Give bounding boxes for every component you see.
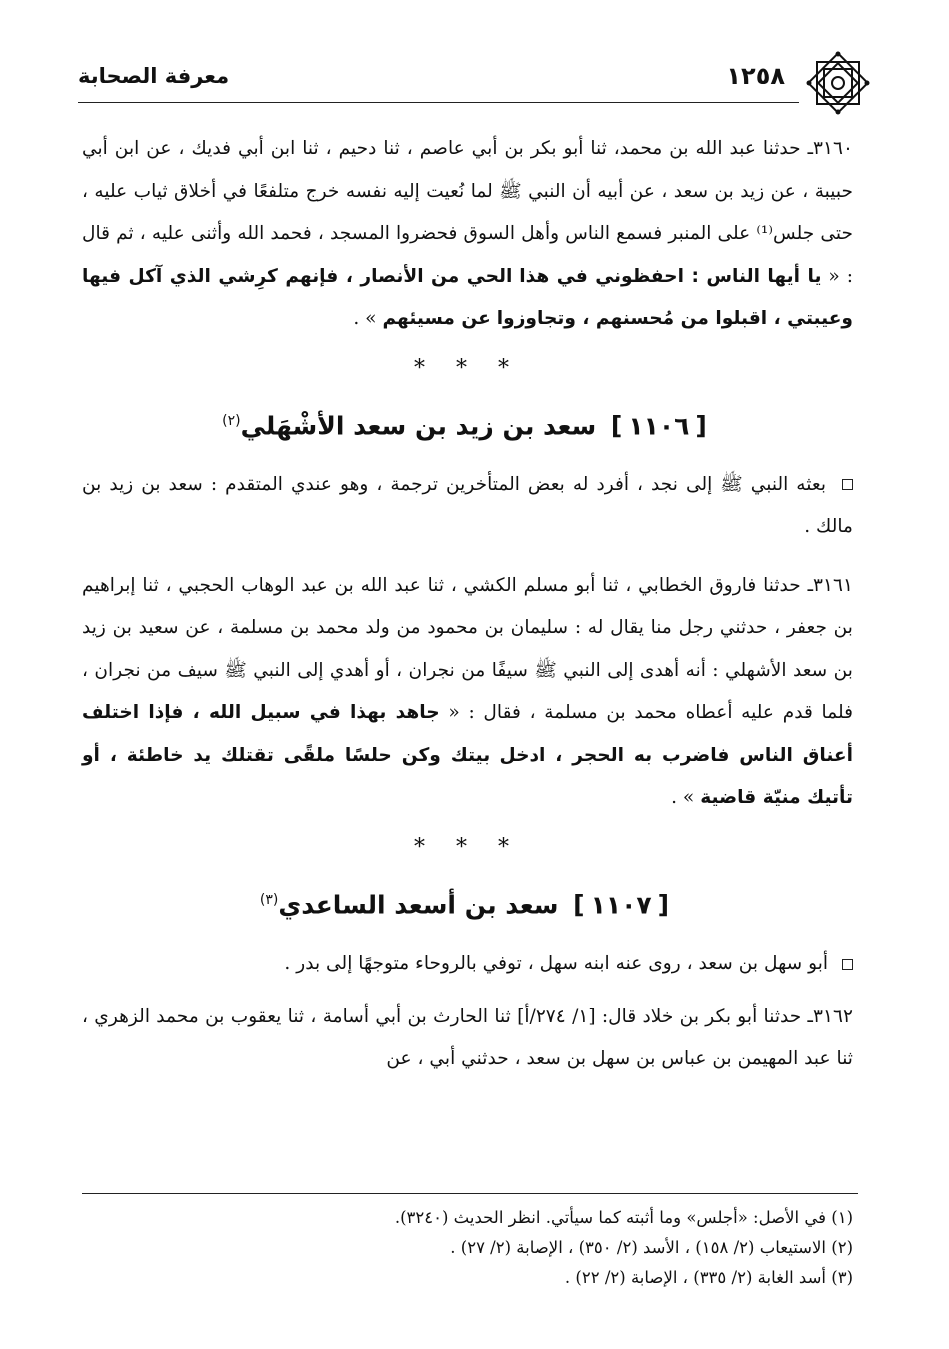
hadith-3161 xyxy=(82,565,853,820)
footnote: (٢) الاستيعاب (٢/ ١٥٨) ، الأسد (٢/ ٣٥٠) ، الإصابة (٢/ ٢٧) . xyxy=(450,1238,853,1257)
page-header xyxy=(78,50,871,110)
text-line: ٣١٦٠ـ حدثنا عبد الله بن محمد، ثنا أبو بكر بن أبي عاصم ، ثنا دحيم ، ثنا ابن أبي xyxy=(237,138,853,159)
text-line: فقال : « xyxy=(448,702,521,724)
text-line: يعقوب بن محمد الزهري ، ثنا عبد المهيمن بن عباس بن سهل بن سعد ، حدثني أبي ، عن xyxy=(82,1005,853,1070)
prophetic-quote: جاهد بهذا في سبيل الله ، فإذا اختلف أعناق الناس فاضرب به الحجر ، ادخل xyxy=(82,702,854,766)
heading-bracket: [ xyxy=(695,410,707,440)
entry-number: ١١٠٧ xyxy=(590,890,652,920)
text-line: فديك ، عن ابن أبي حبيبة ، عن زيد بن سعد ، عن أبيه أن النبي ﷺ لما نُعيت إليه نفسه xyxy=(82,138,853,202)
companion-name: سعد بن أسعد الساعدي xyxy=(278,890,559,920)
hadith-3162 xyxy=(82,996,853,1081)
footnotes xyxy=(82,1203,853,1293)
entry-note-1106 xyxy=(82,464,853,549)
text-line: أبو سهل بن سعد ، روى عنه ابنه سهل ، توفي بالروحاء متوجهًا إلى بدر . xyxy=(284,953,829,975)
entry-note-1107 xyxy=(82,943,853,986)
text-line: محمد بن مسلمة ، عن سعيد بن زيد بن سعد الأشهلي : أنه أهدى إلى النبي ﷺ سيفًا من xyxy=(82,617,853,681)
header-rule xyxy=(78,102,799,103)
companion-name: سعد بن زيد بن سعد الأشْهَلي xyxy=(240,410,597,440)
quote-close: » . xyxy=(671,787,695,809)
section-separator: * * * xyxy=(414,355,521,381)
entry-heading-1106 xyxy=(82,399,853,448)
footnote: (١) في الأصل: «أجلس» وما أثبته كما سيأتي. انظر الحديث (٣٢٤٠). xyxy=(394,1208,853,1227)
footnote: (٣) أسد الغابة (٢/ ٣٣٥) ، الإصابة (٢/ ٢٢) . xyxy=(564,1268,853,1287)
heading-bracket: ] xyxy=(573,890,585,920)
footnote-ref: (٣) xyxy=(259,891,279,908)
prophetic-quote: بيتك وكن حلسًا ملقًى تقتلك يد خاطئة ، أو تأتيك منيّة قاضية xyxy=(82,744,853,809)
page-number: ١٢٥٨ xyxy=(726,62,785,90)
hadith-3160 xyxy=(82,128,853,341)
text-line: خرج متلفعًا في أخلاق ثياب عليه ، حتى جلس⁽¹⁾ على المنبر فسمع الناس وأهل السوق xyxy=(82,180,853,244)
octagram-ornament-icon xyxy=(805,50,871,116)
heading-bracket: [ xyxy=(657,890,670,920)
text-line: ٣١٦٢ـ حدثنا أبو بكر بن خلاد قال: [١/ ٢٧٤/أ] ثنا الحارث بن أبي أسامة ، ثنا xyxy=(287,1005,853,1027)
text-line: نجران ، أو أهدي إلى النبي ﷺ سيف من نجران ، فلما قدم عليه أعطاه محمد بن مسلمة ، xyxy=(82,659,854,724)
quote-close: » . xyxy=(353,308,377,329)
text-line: ٣١٦١ـ حدثنا فاروق الخطابي ، ثنا أبو مسلم الكشي ، ثنا عبد الله بن عبد الوهاب xyxy=(241,574,853,596)
heading-bracket: ] xyxy=(610,410,623,440)
square-bullet-icon xyxy=(842,959,853,970)
section-separator: * * * xyxy=(414,834,521,860)
text-line: زيد بن مالك . xyxy=(82,473,853,538)
footnote-rule xyxy=(82,1193,858,1194)
prophetic-quote: الحي من الأنصار ، فإنهم كرِشي الذي آكل فيها وعيبتي ، اقبلوا من مُحسنهم ، وتجاوزوا xyxy=(82,265,853,329)
entry-number: ١١٠٦ xyxy=(628,410,690,440)
text-line: بعثه النبي ﷺ إلى نجد ، أفرد له بعض المتأخرين ترجمة ، وهو عندي المتقدم : سعد بن xyxy=(141,473,826,495)
text-line: الحجبي ، ثنا إبراهيم بن جعفر ، حدثني رجل منا يقال له : سليمان بن محمود من ولد xyxy=(82,574,853,639)
page-body xyxy=(82,128,853,1081)
running-title: معرفة الصحابة xyxy=(78,64,230,88)
footnote-ref: (٢) xyxy=(222,412,241,429)
prophetic-quote: عن مسيئهم xyxy=(382,308,491,329)
text-line: فحضروا المسجد ، فحمد الله وأثنى عليه ، ثم قال : « xyxy=(82,223,853,287)
square-bullet-icon xyxy=(842,479,853,490)
entry-heading-1107 xyxy=(82,878,853,927)
prophetic-quote: يا أيها الناس : احفظوني في هذا xyxy=(519,265,822,287)
